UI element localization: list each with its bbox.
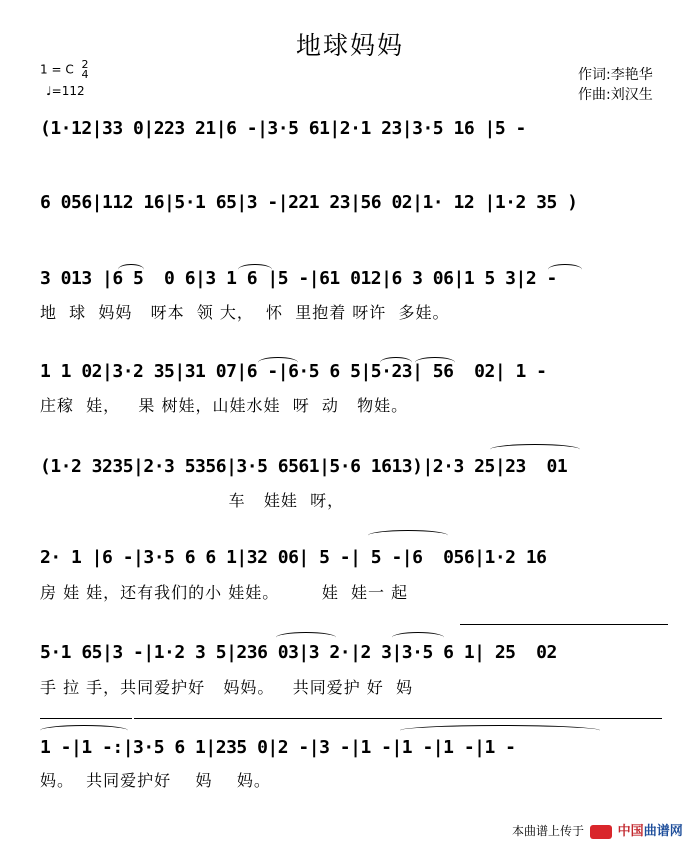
site-logo-icon (590, 825, 612, 839)
ending-bracket-2 (40, 718, 132, 719)
staff-row-1 (40, 114, 672, 154)
lyrics-row-7: 手 拉 手，共同爱护好 妈妈。 共同爱护 好 妈 (40, 678, 413, 697)
slur-mark (415, 357, 455, 368)
time-top: 2 (81, 58, 89, 71)
notes-row-2: 6 056|112 16|5·1 65|3 -|221 23|56 02|1· 12 |1·2 35 ) (40, 192, 578, 213)
time-signature (82, 60, 89, 80)
lyrics-row-4: 庄稼 娃， 果 树娃，山娃水娃 呀 动 物娃。 (40, 396, 409, 415)
credits (578, 65, 653, 105)
notes-row-7: 5·1 65|3 -|1·2 3 5|236 03|3 2·|2 3|3·5 6 1| 25 02 (40, 642, 557, 663)
brand-site: 曲谱网 (643, 824, 683, 839)
notes-row-3: 3 013 |6 5 0 6|3 1 6 |5 -|61 012|6 3 06|1 5 3|2 - (40, 268, 557, 289)
slur-mark (392, 632, 444, 643)
staff-row-5 (40, 452, 672, 492)
lyrics-row-5: 车 娃娃 呀， (40, 491, 345, 510)
slur-mark (40, 725, 128, 736)
site-footer (512, 820, 683, 839)
song-title: 地球妈妈 (295, 31, 404, 60)
notes-row-8: 1 -|1 -:|3·5 6 1|235 0|2 -|3 -|1 -|1 -|1 -|1 - (40, 737, 516, 758)
staff-row-8 (40, 733, 672, 773)
tempo-marking: ♩=112 (46, 84, 85, 98)
key-time-tempo (40, 60, 89, 99)
notes-row-6: 2· 1 |6 -|3·5 6 6 1|32 06| 5 -| 5 -|6 056|1·2 16 (40, 547, 547, 568)
slur-mark (238, 264, 272, 275)
slur-mark (368, 530, 448, 541)
slur-mark (400, 725, 600, 736)
upload-note: 本曲谱上传于 (512, 824, 585, 838)
time-bottom: 4 (81, 68, 89, 81)
ending-bracket-3 (134, 718, 662, 719)
lyrics-row-6: 房 娃 娃，还有我们的小 娃娃。 娃 娃一 起 (40, 583, 409, 602)
lyrics-row-8: 妈。 共同爱护好 妈 妈。 (40, 771, 271, 790)
slur-mark (380, 357, 412, 368)
ending-bracket-1 (460, 624, 668, 625)
slur-mark (490, 444, 580, 455)
notes-row-5: (1·2 3235|2·3 5356|3·5 6561|5·6 1613)|2·3 25|23 01 (40, 456, 568, 477)
staff-row-7 (40, 638, 672, 678)
composer: 作曲:刘汉生 (578, 87, 653, 103)
brand-name: 中国 (617, 824, 644, 839)
key-signature: 1 = C (40, 62, 74, 77)
lyrics-row-3: 地 球 妈妈 呀本 领 大， 怀 里抱着 呀许 多娃。 (40, 303, 450, 322)
slur-mark (118, 264, 144, 275)
notes-row-1: (1·12|33 0|223 21|6 -|3·5 61|2·1 23|3·5 16 |5 - (40, 118, 526, 139)
staff-row-4 (40, 357, 672, 397)
slur-mark (258, 357, 298, 368)
lyricist: 作词:李艳华 (578, 67, 653, 83)
staff-row-6 (40, 543, 672, 583)
slur-mark (548, 264, 582, 275)
slur-mark (276, 632, 336, 643)
notes-row-4: 1 1 02|3·2 35|31 07|6 -|6·5 6 5|5·23| 56 02| 1 - (40, 361, 547, 382)
staff-row-2 (40, 188, 672, 228)
